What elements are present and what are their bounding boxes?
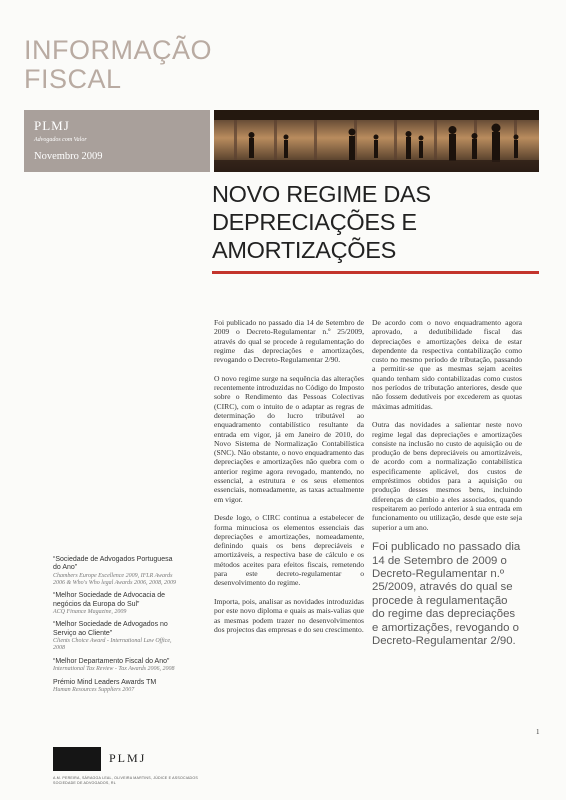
paragraph: Outra das novidades a salientar neste novo regime legal das depreciações e amortizações consiste na inclusão no custo de aquisição ou de produção de bens depreciáveis ou amortizáveis, de acordo com a normalização contabilística especificamente aplicável, dos custos de empréstimos obtidos para a aquisição ou produção desses mesmos bens, incluindo diferenças de câmbio a eles associados, quando respeitarem ao período anterior à sua entrada em funcionamento ou utilização, desde que este seja superior a um ano.: [372, 420, 522, 532]
headline-line-3: AMORTIZAÇÕES: [212, 237, 396, 263]
footer-firm-name: A.M. PEREIRA, SÁRAGGA LEAL, OLIVEIRA MARTINS, JÚDICE E ASSOCIADOS: [53, 776, 198, 780]
award-title: “Melhor Departamento Fiscal do Ano”: [53, 657, 170, 665]
awards-list: [53, 556, 178, 699]
logo-mark: [53, 747, 101, 771]
brand-name: PLMJ: [34, 118, 70, 133]
award-source: Chambers Europe Excellence 2009, IFLR Awards 2006 & Who's Who legal Awards 2006, 2008, 2009: [53, 572, 176, 586]
page-number: 1: [536, 728, 540, 736]
article-column-2: [372, 318, 522, 658]
paragraph: O novo regime surge na sequência das alterações recentemente introduzidas no Código do Imposto sobre o Rendimento das Pessoas Colectivas (CIRC), com o intuito de o adaptar as regras de determinação do lucro tributável ao enquadramento contabilístico resultante da entrada em vigor, já em Janeiro de 2010, do Novo Sistema de Normalização Contabilística (SNC). Não obstante, o novo enquadramento das depreciações e amortizações não quebra com o anterior regime agora revogado, mantendo, no essencial, a estrutura e os seus elementos essenciais, nomeadamente, as taxas actualmente em vigor.: [214, 373, 364, 504]
headline-line-1: NOVO REGIME DAS: [212, 181, 431, 207]
award-source: ACQ Finance Magazine, 2009: [53, 609, 127, 615]
logo-wordmark: PLMJ: [109, 751, 147, 765]
article-headline: [212, 180, 542, 264]
pull-quote: Foi publicado no passado dia 14 de Setembro de 2009 o Decreto-Regulamentar n.º 25/2009, através do qual se procede à regulamentação do regime das depreciações e amortizações, revogando o Decreto-Regulamentar 2/90.: [372, 541, 521, 647]
award-item: [53, 592, 178, 616]
headline-line-2: DEPRECIAÇÕES E: [212, 209, 417, 235]
issue-date: Novembro 2009: [34, 151, 103, 162]
masthead-line-2: FISCAL: [24, 64, 122, 94]
paragraph: Importa, pois, analisar as novidades introduzidas por este novo diploma e quais as mais-valias que as mesmas podem trazer no desenvolvimentos dos projectos das empresas e do seu crescimento.: [214, 596, 364, 634]
brand-box: [24, 110, 210, 172]
paragraph: Desde logo, o CIRC continua a estabelecer de forma minuciosa os elementos essenciais das depreciações e amortizações, nomeadamente, definindo quais os bens depreciáveis e amortizáveis, a respectiva base de cálculo e os métodos aceites para efeitos fiscais, remetendo para este decreto-regulamentar o desenvolvimento do regime.: [214, 513, 364, 588]
award-title: “Melhor Sociedade de Advocacia de negócios da Europa do Sul”: [53, 592, 166, 608]
people-walking-photo: [214, 110, 539, 172]
award-item: [53, 621, 178, 652]
brand-tagline: Advogados com Valor: [34, 137, 87, 143]
masthead-line-1: INFORMAÇÃO: [24, 35, 213, 65]
footer-logo: [53, 747, 203, 771]
paragraph: Foi publicado no passado dia 14 de Setembro de 2009 o Decreto-Regulamentar n.º 25/2009, através do qual se procede à regulamentação do regime das depreciações e amortizações, revogando o Decreto-Regulamentar 2/90.: [214, 318, 364, 365]
article-column-1: [214, 318, 364, 643]
award-source: Human Resources Suppliers 2007: [53, 686, 135, 693]
masthead-title: [24, 36, 234, 94]
award-title: Prémio Mind Leaders Awards TM: [53, 678, 157, 686]
award-source: International Tax Review - Tax Awards 2006, 2008: [53, 666, 175, 673]
paragraph: De acordo com o novo enquadramento agora aprovado, a dedutibilidade fiscal das depreciações e amortizações deixa de estar dependente da respectiva contabilização como custo no mesmo período de tributação, passando a permitir-se que as mesmas sejam aceites quando tenham sido contabilizadas como custos nos períodos de tributação anteriores, desde que não fossem dedutíveis por excederem as quotas máximas admitidas.: [372, 318, 522, 411]
award-source: Clients Choice Award - International Law Office, 2008: [53, 638, 172, 652]
award-item: [53, 658, 178, 674]
footer-firm-type: SOCIEDADE DE ADVOGADOS, RL: [53, 781, 116, 785]
award-item: [53, 556, 178, 587]
award-title: “Melhor Sociedade de Advogados no Serviço ao Cliente”: [53, 621, 168, 637]
award-item: [53, 679, 178, 695]
headline-divider: [212, 271, 539, 274]
award-title: “Sociedade de Advogados Portuguesa do Ano”: [53, 556, 173, 572]
